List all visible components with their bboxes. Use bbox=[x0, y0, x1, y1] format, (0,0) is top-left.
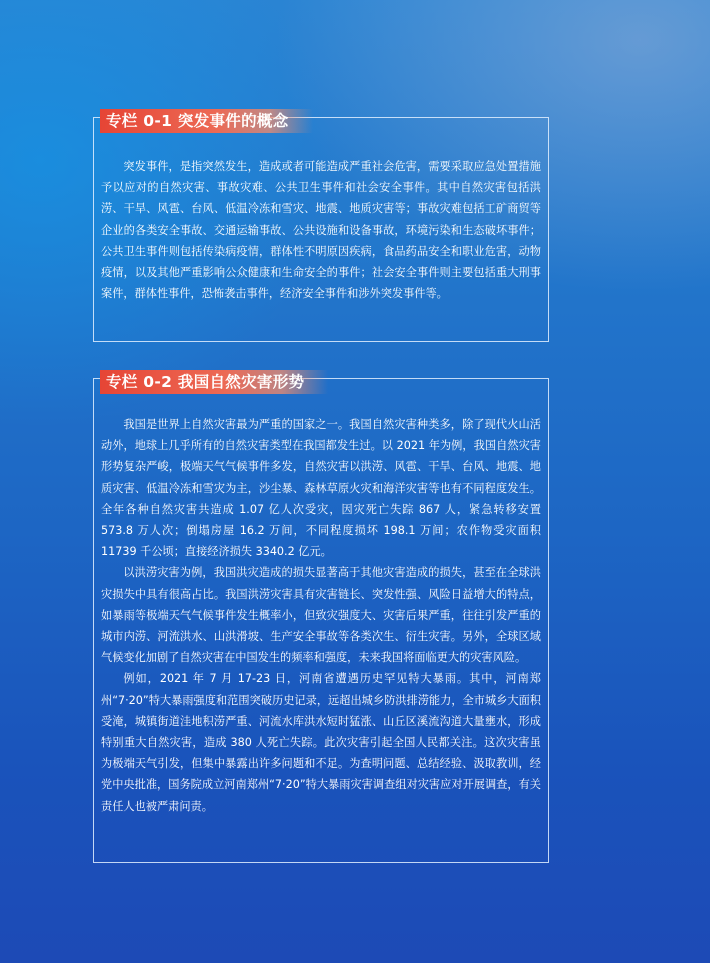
sidebar-box-concept bbox=[93, 112, 549, 342]
section-body bbox=[101, 156, 541, 304]
paragraph: 突发事件，是指突然发生，造成或者可能造成严重社会危害，需要采取应急处置措施予以应对的自然灾害、事故灾难、公共卫生事件和社会安全事件。其中自然灾害包括洪涝、干旱、风雹、台风、低温冷冻和雪灾、地震、地质灾害等；事故灾难包括工矿商贸等企业的各类安全事故、交通运输事故、公共设施和设备事故，环境污染和生态破坏事件；公共卫生事件则包括传染病疫情，群体性不明原因疾病，食品药品安全和职业危害，动物疫情，以及其他严重影响公众健康和生命安全的事件；社会安全事件则主要包括重大刑事案件，群体性事件，恐怖袭击事件，经济安全事件和涉外突发事件等。 bbox=[101, 160, 541, 301]
section-title: 专栏 0-1 突发事件的概念 bbox=[100, 109, 313, 133]
section-title: 专栏 0-2 我国自然灾害形势 bbox=[100, 370, 328, 394]
paragraph: 我国是世界上自然灾害最为严重的国家之一。我国自然灾害种类多，除了现代火山活动外，地球上几乎所有的自然灾害类型在我国都发生过。以 2021 年为例，我国自然灾害形势复杂严峻，极端天气气候事件多发，自然灾害以洪涝、风雹、干旱、台风、地震、地质灾害、低温冷冻和雪灾为主，沙尘暴、森林草原火灾和海洋灾害等也有不同程度发生。全年各种自然灾害共造成 1.07 亿人次受灾，因灾死亡失踪 867 人，紧急转移安置 573.8 万人次；倒塌房屋 16.2 万间，不同程度损坏 198.1 万间；农作物受灾面积 11739 千公顷；直接经济损失 3340.2 亿元。 bbox=[101, 418, 541, 559]
paragraph: 例如，2021 年 7 月 17-23 日，河南省遭遇历史罕见特大暴雨。其中，河南郑州“7·20”特大暴雨强度和范围突破历史记录，远超出城乡防洪排涝能力，全市城乡大面积受淹，城镇街道洼地积涝严重、河流水库洪水短时猛涨、山丘区溪流沟道大量壅水，形成特别重大自然灾害，造成 380 人死亡失踪。此次灾害引起全国人民都关注。这次灾害虽为极端天气引发，但集中暴露出许多问题和不足。为查明问题、总结经验、汲取教训，经党中央批准，国务院成立河南郑州“7·20”特大暴雨灾害调查组对灾害应对开展调查，有关责任人也被严肃问责。 bbox=[101, 672, 541, 813]
sidebar-box-disaster-situation bbox=[93, 373, 549, 863]
paragraph: 以洪涝灾害为例，我国洪灾造成的损失显著高于其他灾害造成的损失，甚至在全球洪灾损失中具有很高占比。我国洪涝灾害具有灾害链长、突发性强、风险日益增大的特点，如暴雨等极端天气气候事件发生概率小，但致灾强度大、灾害后果严重，往往引发严重的城市内涝、河流洪水、山洪滑坡、生产安全事故等各类次生、衍生灾害。另外，全球区域气候变化加剧了自然灾害在中国发生的频率和强度，未来我国将面临更大的灾害风险。 bbox=[101, 566, 541, 665]
section-body bbox=[101, 414, 541, 817]
